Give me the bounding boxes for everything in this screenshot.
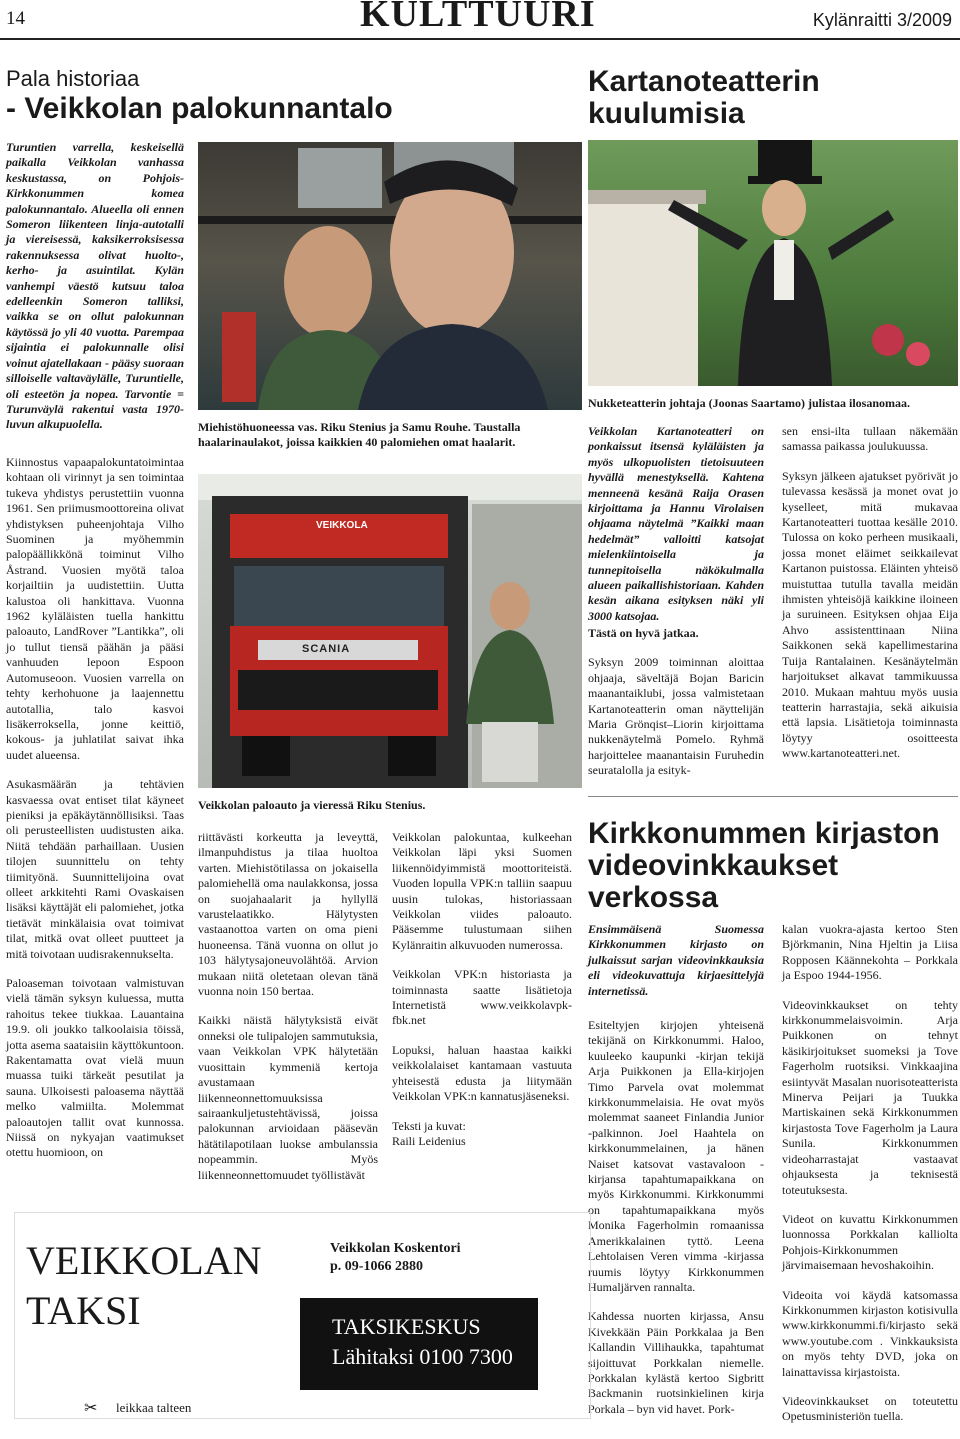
article2-paragraph: Syksyn 2009 toiminnan aloittaa ohjaaja, säveltäjä Bojan Baricin maanantaiklubi, jossa valmistetaan Kartanoteatterin oman näyttelijän Maria Grönqist–Liorin kirjoittama nukkenäytelmä Pomelo. Ryhmä harjoittelee maanantaisin Furuhedin seuratalolla ja esityk-: [588, 655, 764, 778]
article1-col2: [198, 830, 378, 1197]
col1-paragraph: Asukasmäärän ja tehtävien kasvaessa ovat entiset tilat käyneet pieniksi ja epäkäytännöllisiksi. Taas oli perusteellisten uudistusten aika. Niitä tehdään parhaillaan. Uusien tilojen suunnittelu on tehty tiimityönä. Suunnittelijoina ovat olleet arkkitehti Rami Ovaskaisen lisäksi käyttäjät eli palomiehet, jotka tietävät minkälaisia ovat toimivat tilat, mitkä ovat olleet puutteet ja mitä toivotaan uudisrakennukselta.: [6, 777, 184, 961]
article2-paragraph: Syksyn jälkeen ajatukset pyörivät jo tulevassa kesässä ja monet ovat jo kyselleet, mitä mukavaa Kartanoteatteri tuottaa kesälle 2010. Tulossa on koko perheen musikaali, jossa monet eläimet seikkailevat Kartanon puistossa. Eläinten yhteisö muistuttaa tutulla tavalla meidän ihmisten yhteisöjä kaikkine iloineen ja suruineen. Esityksen ohjaa Eija Ahvo assistenttinaan Niina Saikkonen sekä kapellimestarina Tuija Rantalainen. Kesänäytelmän harjoitukset alkavat tammikuussa 2010. Mukaan mahtuu myös uusia teatterin harrastajia, sekä aikuisia että lapsia. Lisätietoja toiminnasta löytyy osoitteesta www.kartanoteatteri.net.: [782, 468, 958, 761]
issue-label: Kylänraitti 3/2009: [812, 10, 952, 30]
col1-paragraph: Kiinnostus vapaapalokuntatoimintaa kohtaan oli virinnyt ja sen toimintaa tukeva yhdistys perustettiin vuonna 1961. Sen priimusmoottoreina olivat yhdistyksen puheenjohtaja Vilho Suominen ja myöhemmin palopäällikkönä toiminut Vilho Åstrand. Vuosien myötä taloa korjailtiin ja uudistettiin. Uutta kalustoa oli hankittava. Vuonna 1962 kyläläisten tuella hankittu paloauto, LandRover ”Lantikka”, oli jo tullut tiensä päähän ja pääsi vanhuuden lepoon Espoon Automuseoon. Vuosien varrella on tehty kerhohuone ja laajennettu autotallia, talo kasvoi lisäkerroksella, jonne keittiö, kokous- ja juhlatilat saivat ihka uudet alueensa.: [6, 455, 184, 762]
article3-paragraph: Videoita voi käydä katsomassa Kirkkonummen kirjaston kotisivulla www.kirkkonummi.fi/kirjasto sekä www.youtube.com . Vinkkauksista on myös tehty DVD, joka on lainattavissa kirjastoista.: [782, 1287, 958, 1379]
article2-paragraph: sen ensi-ilta tullaan näkemään samassa paikassa joulukuussa.: [782, 424, 958, 454]
taxi-ad-contact: [330, 1240, 461, 1276]
taxi-ad-title: [26, 1236, 262, 1336]
fire-truck-photo: [198, 474, 582, 788]
col2-paragraph: Kaikki näistä hälytyksistä eivät onneksi ole tulipalojen sammutuksia, vaan Veikkolan VPK hälytetään vuosittain kymmeniä kertoja avustamaan liikenneonnettomuuksissa sairaankuljetustehtävissä, joissa palokunnan arvioidaan pääsevän hätätilapotilaan luokse ambulanssia nopeammin. Myös liikenneonnettomuudet työllistävät: [198, 1013, 378, 1182]
article1-col1: [6, 455, 184, 1175]
photo1-caption: Miehistöhuoneessa vas. Riku Stenius ja Samu Rouhe. Taustalla haalarinaulakot, joissa kaikkien 40 palomiehen omat haalarit.: [198, 420, 521, 449]
taksikeskus-label: TAKSIKESKUS: [332, 1314, 481, 1339]
article2-lede: Veikkolan Kartanoteatteri on ponkaissut itsensä kyläläisten ja myös ulkopuolisten tietoisuuteen hyvällä menestyksellä. Kahtena menneenä kesänä Raija Orasen kirjoittama ja Hannu Virolaisen ohjaama näytelmä ”Kaikki maan hedelmät” valloitti katsojat mielenkiintoisella ja tunnepitoisella näkökulmalla alueen paikallishistoriaan. Kahden kesän aikana esityksen näki yli 3000 katsojaa.: [588, 424, 764, 623]
theatre-caption: Nukketeatterin johtaja (Joonas Saartamo) julistaa ilosanomaa.: [588, 396, 910, 410]
truck-brand: SCANIA: [302, 643, 351, 655]
crew-room-illustration: [198, 142, 582, 410]
lede-text: Turuntien varrella, keskeisellä paikalla Veikkolan vanhassa keskustassa, on Pohjois-Kirkkonummen komea palokunnantalo. Alueella oli ennen Someron liikenteen linja-autotalli ja viereisessä, kaksikerroksisessa rakennuksessa olivat huolto-, kerho- ja asuintilat. Kylän vanhempi väestö kutsuu taloa edelleenkin Someron talliksi, vaikka se on ollut palokunnan käytössä jo yli 40 vuotta. Parempaa sijaintia ei palokunnalle olisi voinut ajatellakaan - pääsy suoraan silloiselle valtaväylälle, Turuntielle, oli esteetön ja nopea. Tarvontie = Turunväylä rakentui vasta 1970-luvun alkupuolella.: [6, 140, 184, 432]
taxi-ad-title-line1: VEIKKOLAN: [26, 1238, 262, 1283]
article2-headline: Kartanoteatterin kuulumisia: [588, 65, 820, 130]
lahitaksi-number: Lähitaksi 0100 7300: [332, 1344, 513, 1369]
col2-paragraph: riittävästi korkeutta ja leveyttä, ilmanpuhdistus ja tilaa huoltoa varten. Miehistötilassa on jokaisella palomiehellä oma naulakkonsa, jossa on suojahaalarit ja hyllyllä varustelaatikko. Hälytysten vastaanottoa varten on oma pieni huoneensa. Tänä vuonna on ollut jo 103 hälytysajoneuvolähtöä. Arvion mukaan niitä oletetaan olevan tänä vuonna noin 150 bertaa.: [198, 830, 378, 999]
article2-subhead: Tästä on hyvä jatkaa.: [588, 626, 699, 640]
scissors-icon: ✂: [84, 1400, 98, 1417]
credit-label: Teksti ja kuvat:: [392, 1118, 466, 1133]
article1-headline: - Veikkolan palokunnantalo: [6, 92, 393, 125]
photo2-caption: Veikkolan paloauto ja vieressä Riku Stenius.: [198, 798, 426, 812]
article1-col3: [392, 830, 572, 1149]
theatre-illustration: [588, 140, 958, 386]
article3-col1: [588, 922, 764, 1013]
col3-paragraph: Veikkolan palokuntaa, kulkeehan Veikkolan läpi yksi Suomen liikennöidyimmistä moottoriteistä. Vuoden lopulla VPK:n talliin saapuu uusin tulokas, historiassaan Veikkolan viides paloauto. Pääsemme tulustumaan siihen Kylänraitin alkuvuoden numerossa.: [392, 830, 572, 952]
article3-paragraph: Videovinkkaukset on toteutettu Opetusministeriön tuella.: [782, 1393, 958, 1424]
article-divider: [588, 796, 958, 797]
crew-room-photo: [198, 142, 582, 410]
col1-paragraph: Paloaseman toivotaan valmistuvan vielä tämän syksyn kuluessa, mutta rahoitus tekee tiukkaa. Lauantaina 19.9. oli joukko talkoolaisia töissä, jotta asema saataisiin käyttökuntoon. Rakentamatta ovat vielä muun muassa tuiki tärkeät pesutilat ja sauna. Ulkoisesti paloasema näyttää melko valmiilta. Molemmat paloautojen tallit ovat kunnossa. Niissä on nykyajan vaatimukset otettu huomioon, on: [6, 976, 184, 1160]
article2-col2: [782, 424, 958, 776]
article3-paragraph: Videovinkkaukset on tehty kirkkonummelaisvoimin. Arja Puikkonen on tehnyt käsikirjoitukset suomeksi ja Tove Fagerholm ruotsiksi. Vinkkaajina esiintyvät Masalan nuorisoteatterista Minerva Peijari ja Tuukka Martiskainen sekä Kirkkonummen kirjastosta Tove Fagerholm ja Laura Sunila. Kirkkonummen videoharrastajat vastaavat ohjauksesta ja teknisestä toteutuksesta.: [782, 997, 958, 1197]
page-number: 14: [6, 8, 25, 29]
article3-headline: Kirkkonummen kirjaston videovinkkaukset verkossa: [588, 817, 940, 914]
article3-lede: Ensimmäisenä Suomessa Kirkkonummen kirjasto on julkaissut sarjan videovinkkauksia eli videokuvattuja kirjaesittelyjä internetissä.: [588, 922, 764, 998]
article2-col1-body: [588, 626, 764, 793]
truck-label: VEIKKOLA: [316, 520, 368, 531]
article1-kicker: Pala historiaa: [6, 66, 140, 91]
col3-paragraph: Veikkolan VPK:n historiasta ja toiminnasta saatte lisätietoja Internetistä www.veikkolavpk-fbk.net: [392, 967, 572, 1028]
article2-col1: [588, 424, 764, 638]
section-title: KULTTUURI: [360, 0, 596, 35]
article3-paragraph: Esiteltyjen kirjojen yhteisenä tekijänä on Kirkkonummi. Haloo, kuuleeko kaupunki -kirjan tekijä Arja Puikkonen ja Ella-kirjojen Timo Parvela ovat molemmat kirkkonummelaisia. He ovat myös molemmat saaneet Finlandia Junior -palkinnon. Joel Haahtela on kirkkonummelainen, ja hänen Naiset katsovat vastavaloon -kirjansa tapahtumapaikkana on myös Kirkkonummi. Kirkkonummi on tapahtumapaikkana myös Monika Fagerholmin romaanissa Amerikkalainen tyttö. Leena Lehtolaisen Veren vimma -kirjassa ruumis löytyy Kirkkonummen Humaljärven rannalta.: [588, 1018, 764, 1294]
taxi-ad-name: Veikkolan Koskentori: [330, 1241, 461, 1256]
credit-name: Raili Leidenius: [392, 1133, 466, 1148]
article3-paragraph: Videot on kuvattu Kirkkonummen luonnossa Porkkalan kalliolta Pohjois-Kirkkonummen järvimaisemaan hevoshakoihin.: [782, 1211, 958, 1273]
theatre-photo: [588, 140, 958, 386]
article3-col2: [782, 922, 958, 1439]
header-rule: [0, 38, 960, 40]
article3-paragraph: kalan vuokra-ajasta kertoo Sten Björkmanin, Nina Hjeltin ja Liisa Ropposen Käännekohta – Porkkala ja Espoo 1944-1956.: [782, 922, 958, 983]
taksikeskus-box: [300, 1298, 538, 1390]
article1-lede: [6, 140, 184, 447]
taxi-ad-title-line2: TAKSI: [26, 1288, 141, 1333]
col3-paragraph: Lopuksi, haluan haastaa kaikki veikkolalaiset kantamaan vastuuta yhteisestä edusta ja liitymään Veikkolan VPK:n kannatusjäseneksi.: [392, 1042, 572, 1104]
taxi-ad-phone: p. 09-1066 2880: [330, 1259, 423, 1274]
article3-col1-body: [588, 1018, 764, 1431]
article3-paragraph: Kahdessa nuorten kirjassa, Ansu Kivekkään Päin Porkkalaa ja Ben Kallandin Villihaukka, tapahtumat sijoittuvat Porkkalan niemelle. Porkkalan kylästä kertoo Sigbritt Backmanin ruotsinkielinen kirja Porkala – byn vid havet. Pork-: [588, 1309, 764, 1416]
fire-truck-illustration: [198, 474, 582, 788]
cut-out-label: leikkaa talteen: [116, 1400, 192, 1415]
